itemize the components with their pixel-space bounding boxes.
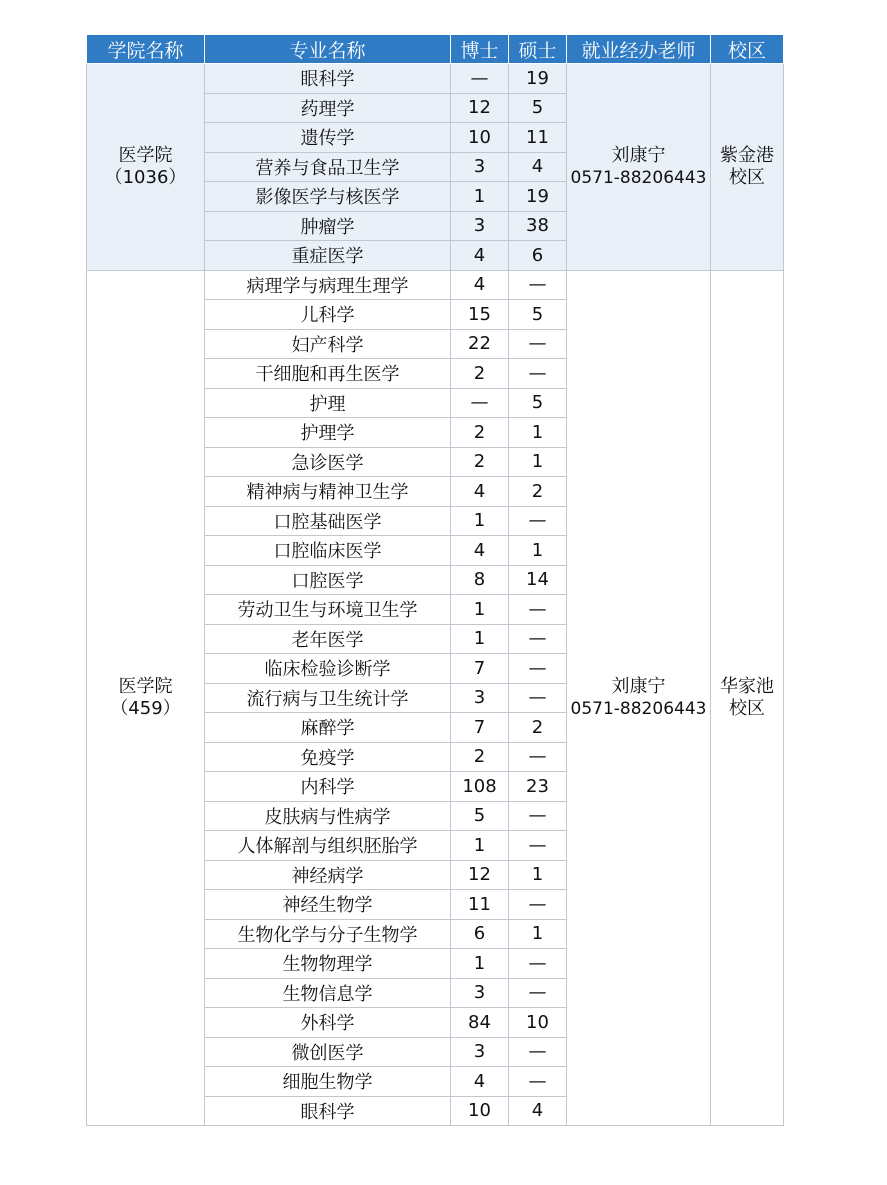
major-cell: 劳动卫生与环境卫生学 xyxy=(205,595,451,625)
phd-cell: 3 xyxy=(451,152,509,182)
master-cell: 5 xyxy=(509,388,567,418)
phd-cell: 2 xyxy=(451,359,509,389)
master-cell: — xyxy=(509,831,567,861)
phd-cell: 4 xyxy=(451,270,509,300)
phd-cell: 6 xyxy=(451,919,509,949)
phd-cell: 84 xyxy=(451,1008,509,1038)
master-cell: 2 xyxy=(509,477,567,507)
teacher-name: 刘康宁 xyxy=(611,144,666,166)
phd-cell: 3 xyxy=(451,978,509,1008)
phd-cell: 1 xyxy=(451,624,509,654)
major-cell: 药理学 xyxy=(205,93,451,123)
phd-cell: 10 xyxy=(451,1096,509,1126)
header-major: 专业名称 xyxy=(205,35,451,64)
major-cell: 肿瘤学 xyxy=(205,211,451,241)
table-row xyxy=(87,270,784,300)
major-cell: 营养与食品卫生学 xyxy=(205,152,451,182)
major-cell: 影像医学与核医学 xyxy=(205,182,451,212)
phd-cell: 1 xyxy=(451,595,509,625)
phd-cell: 10 xyxy=(451,123,509,153)
master-cell: — xyxy=(509,890,567,920)
master-cell: 4 xyxy=(509,1096,567,1126)
table-header xyxy=(87,35,784,64)
teacher-name: 刘康宁 xyxy=(611,675,666,697)
phd-cell: 15 xyxy=(451,300,509,330)
master-cell: — xyxy=(509,683,567,713)
master-cell: — xyxy=(509,742,567,772)
phd-cell: 2 xyxy=(451,742,509,772)
phd-cell: 8 xyxy=(451,565,509,595)
major-cell: 口腔基础医学 xyxy=(205,506,451,536)
phd-cell: 7 xyxy=(451,654,509,684)
master-cell: — xyxy=(509,359,567,389)
phd-cell: 4 xyxy=(451,536,509,566)
teacher-cell xyxy=(567,64,711,271)
major-cell: 皮肤病与性病学 xyxy=(205,801,451,831)
master-cell: — xyxy=(509,624,567,654)
master-cell: — xyxy=(509,1067,567,1097)
phd-cell: — xyxy=(451,64,509,94)
phd-cell: 4 xyxy=(451,1067,509,1097)
major-cell: 内科学 xyxy=(205,772,451,802)
campus-line2: 校区 xyxy=(729,697,765,719)
header-row xyxy=(87,35,784,64)
master-cell: 19 xyxy=(509,64,567,94)
campus-cell xyxy=(711,64,784,271)
phd-cell: 4 xyxy=(451,477,509,507)
master-cell: — xyxy=(509,270,567,300)
phd-cell: 22 xyxy=(451,329,509,359)
major-cell: 儿科学 xyxy=(205,300,451,330)
master-cell: — xyxy=(509,949,567,979)
master-cell: 1 xyxy=(509,919,567,949)
phd-cell: 2 xyxy=(451,418,509,448)
master-cell: 38 xyxy=(509,211,567,241)
phd-cell: 5 xyxy=(451,801,509,831)
major-cell: 病理学与病理生理学 xyxy=(205,270,451,300)
phd-cell: 1 xyxy=(451,949,509,979)
phd-cell: 12 xyxy=(451,93,509,123)
major-cell: 流行病与卫生统计学 xyxy=(205,683,451,713)
master-cell: 4 xyxy=(509,152,567,182)
major-cell: 微创医学 xyxy=(205,1037,451,1067)
college-count: （1036） xyxy=(104,166,187,188)
teacher-phone: 0571-88206443 xyxy=(570,698,707,719)
major-cell: 遗传学 xyxy=(205,123,451,153)
college-cell xyxy=(87,270,205,1126)
phd-cell: 3 xyxy=(451,683,509,713)
master-cell: — xyxy=(509,1037,567,1067)
master-cell: 11 xyxy=(509,123,567,153)
phd-cell: 2 xyxy=(451,447,509,477)
major-cell: 精神病与精神卫生学 xyxy=(205,477,451,507)
master-cell: 2 xyxy=(509,713,567,743)
campus-line1: 华家池 xyxy=(720,675,774,697)
phd-cell: 4 xyxy=(451,241,509,271)
header-college: 学院名称 xyxy=(87,35,205,64)
master-cell: — xyxy=(509,595,567,625)
major-cell: 护理学 xyxy=(205,418,451,448)
major-cell: 重症医学 xyxy=(205,241,451,271)
phd-cell: 1 xyxy=(451,831,509,861)
major-cell: 免疫学 xyxy=(205,742,451,772)
master-cell: 1 xyxy=(509,447,567,477)
teacher-cell xyxy=(567,270,711,1126)
major-cell: 眼科学 xyxy=(205,1096,451,1126)
campus-line2: 校区 xyxy=(729,166,765,188)
master-cell: 14 xyxy=(509,565,567,595)
campus-cell xyxy=(711,270,784,1126)
table-block-huajiachi xyxy=(87,270,784,1126)
master-cell: 6 xyxy=(509,241,567,271)
major-cell: 口腔医学 xyxy=(205,565,451,595)
header-teacher: 就业经办老师 xyxy=(567,35,711,64)
master-cell: — xyxy=(509,329,567,359)
phd-cell: 1 xyxy=(451,182,509,212)
major-cell: 生物信息学 xyxy=(205,978,451,1008)
master-cell: 5 xyxy=(509,93,567,123)
college-cell xyxy=(87,64,205,271)
master-cell: 1 xyxy=(509,418,567,448)
master-cell: 10 xyxy=(509,1008,567,1038)
major-cell: 老年医学 xyxy=(205,624,451,654)
phd-cell: 11 xyxy=(451,890,509,920)
major-cell: 生物物理学 xyxy=(205,949,451,979)
major-cell: 神经生物学 xyxy=(205,890,451,920)
table-row xyxy=(87,64,784,94)
header-master: 硕士 xyxy=(509,35,567,64)
major-cell: 人体解剖与组织胚胎学 xyxy=(205,831,451,861)
college-name: 医学院 xyxy=(118,144,173,166)
phd-cell: 1 xyxy=(451,506,509,536)
major-cell: 麻醉学 xyxy=(205,713,451,743)
master-cell: 1 xyxy=(509,860,567,890)
major-cell: 眼科学 xyxy=(205,64,451,94)
master-cell: 5 xyxy=(509,300,567,330)
teacher-phone: 0571-88206443 xyxy=(570,167,707,188)
master-cell: 19 xyxy=(509,182,567,212)
major-cell: 妇产科学 xyxy=(205,329,451,359)
major-cell: 口腔临床医学 xyxy=(205,536,451,566)
phd-cell: — xyxy=(451,388,509,418)
master-cell: 1 xyxy=(509,536,567,566)
college-name: 医学院 xyxy=(118,675,173,697)
header-phd: 博士 xyxy=(451,35,509,64)
campus-line1: 紫金港 xyxy=(720,144,774,166)
major-cell: 外科学 xyxy=(205,1008,451,1038)
major-cell: 生物化学与分子生物学 xyxy=(205,919,451,949)
header-campus: 校区 xyxy=(711,35,784,64)
master-cell: — xyxy=(509,978,567,1008)
phd-cell: 3 xyxy=(451,1037,509,1067)
college-count: （459） xyxy=(110,697,181,719)
phd-cell: 108 xyxy=(451,772,509,802)
major-cell: 临床检验诊断学 xyxy=(205,654,451,684)
master-cell: — xyxy=(509,654,567,684)
major-cell: 护理 xyxy=(205,388,451,418)
major-cell: 急诊医学 xyxy=(205,447,451,477)
master-cell: — xyxy=(509,506,567,536)
major-cell: 干细胞和再生医学 xyxy=(205,359,451,389)
major-cell: 神经病学 xyxy=(205,860,451,890)
phd-cell: 7 xyxy=(451,713,509,743)
phd-cell: 12 xyxy=(451,860,509,890)
master-cell: 23 xyxy=(509,772,567,802)
major-cell: 细胞生物学 xyxy=(205,1067,451,1097)
table-block-zijingang xyxy=(87,64,784,271)
master-cell: — xyxy=(509,801,567,831)
enrollment-table xyxy=(86,34,784,1126)
phd-cell: 3 xyxy=(451,211,509,241)
